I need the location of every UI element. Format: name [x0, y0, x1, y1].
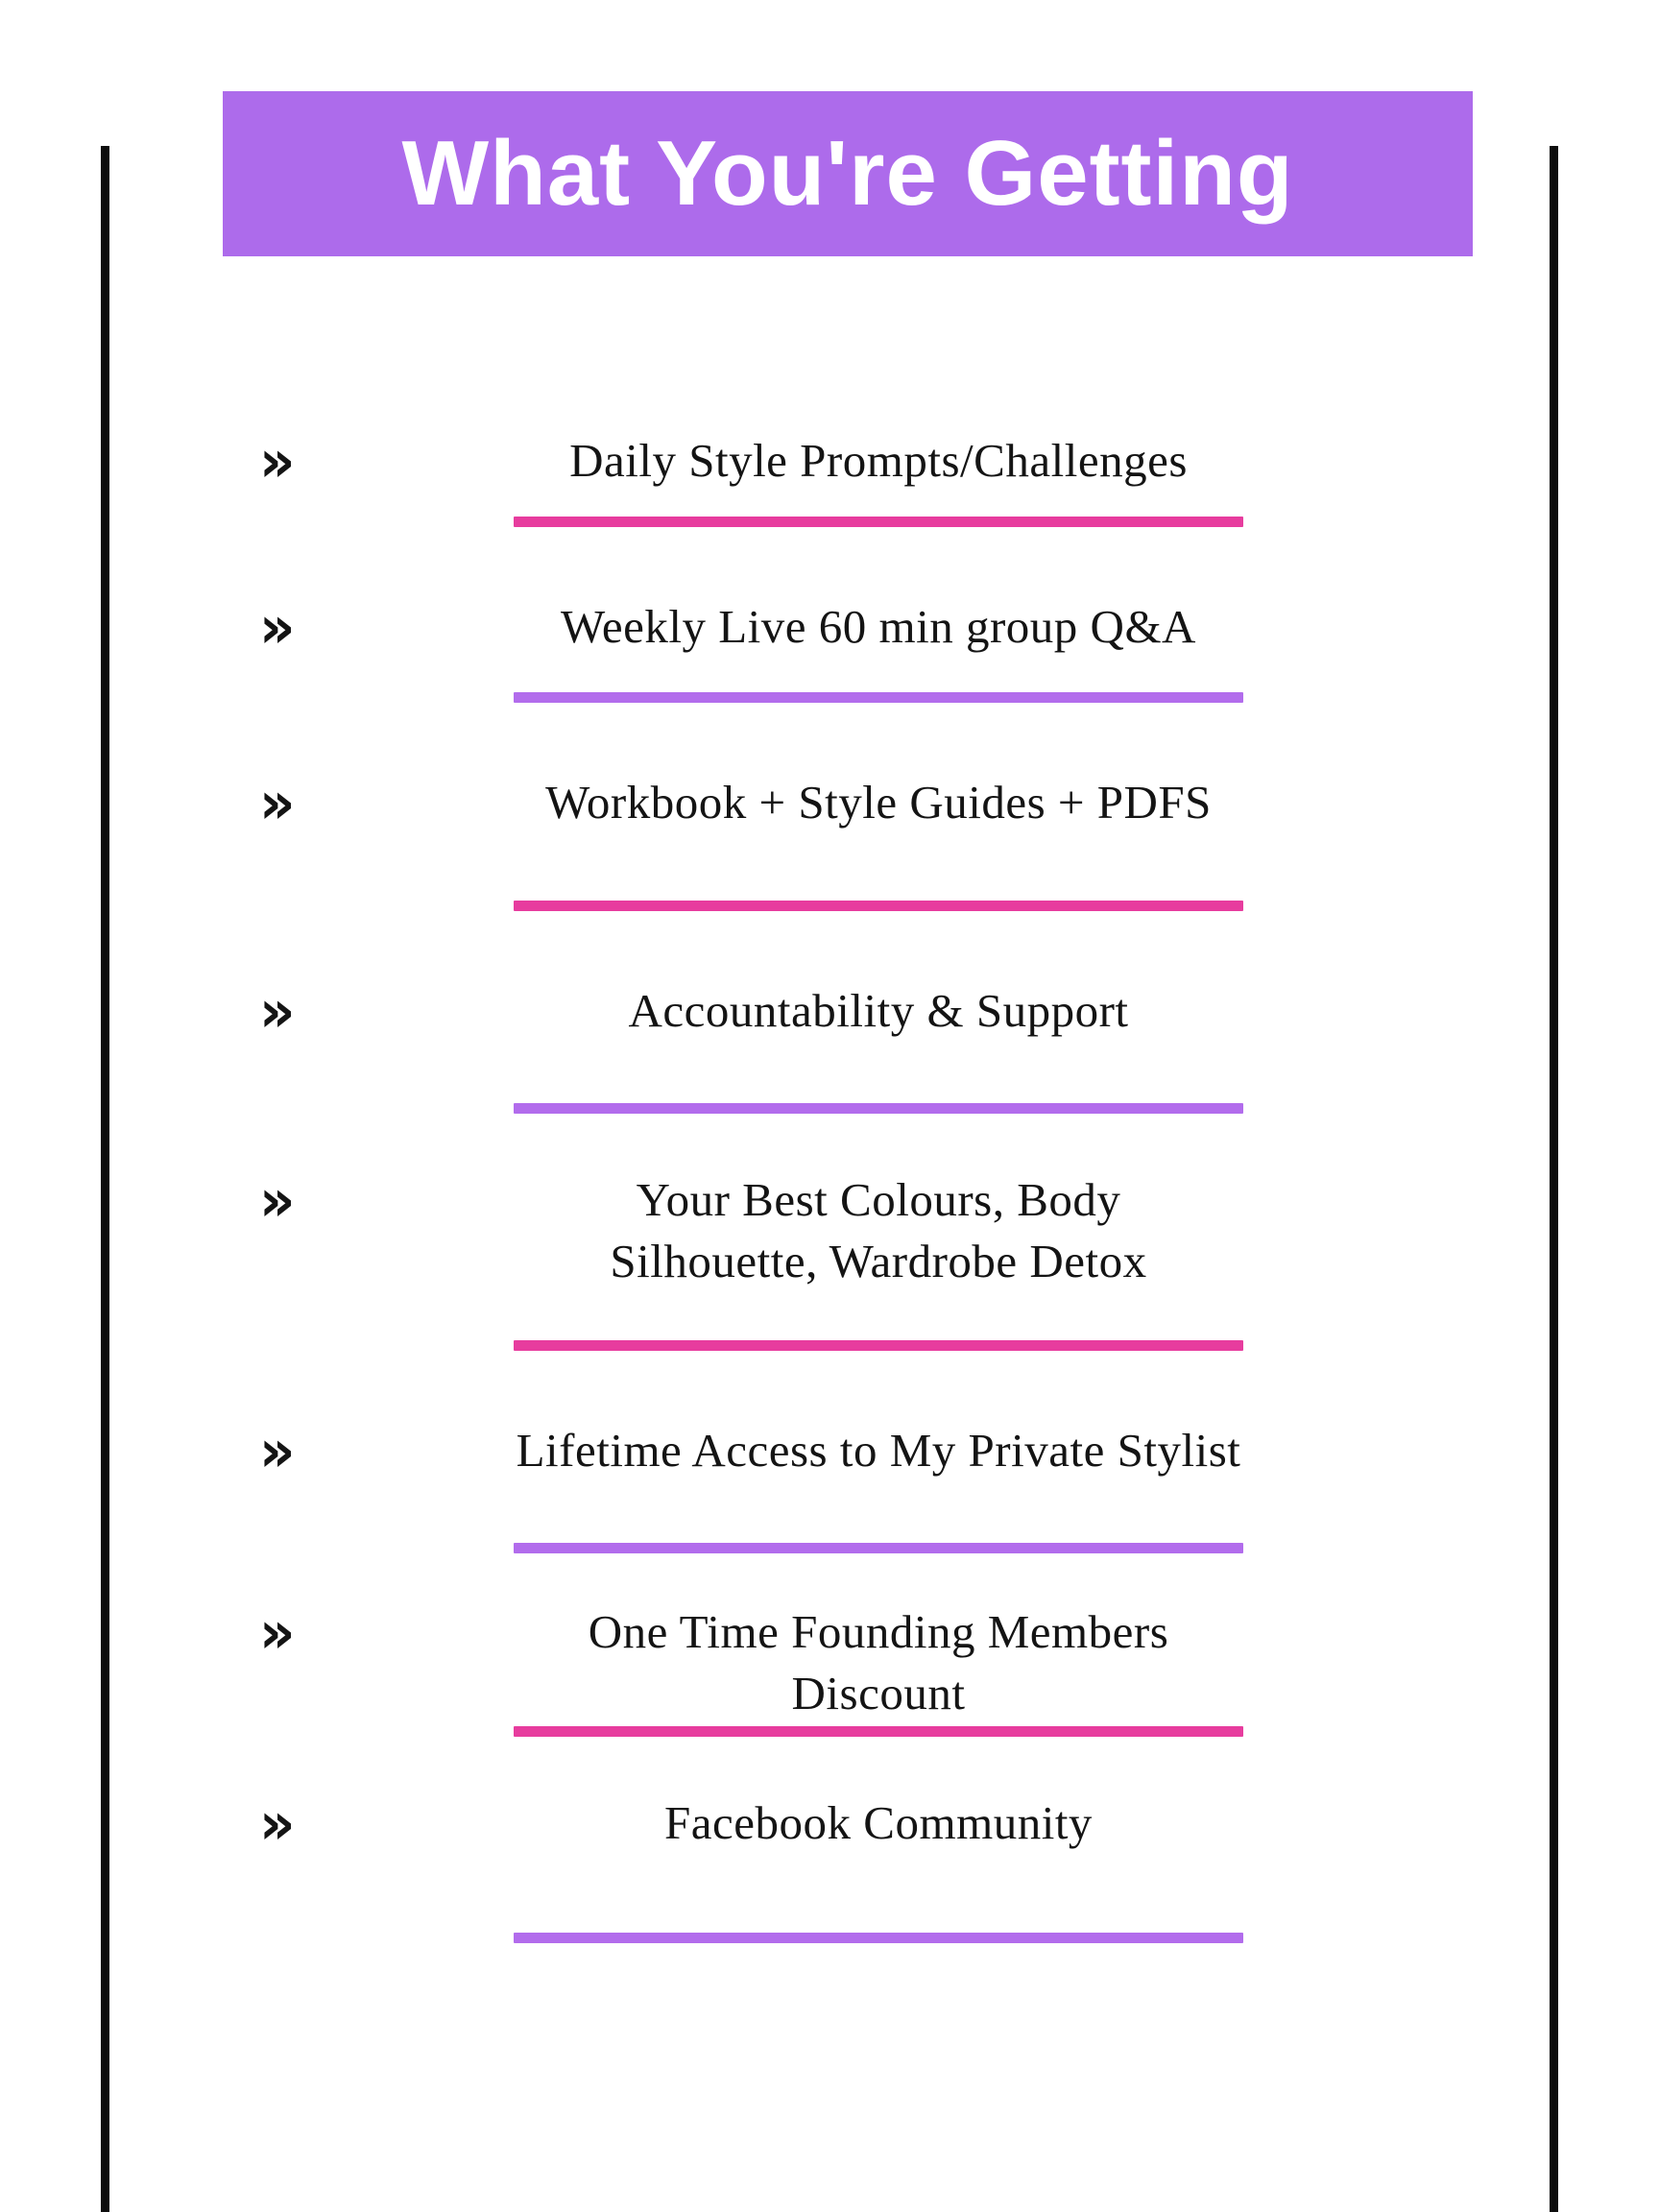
- double-chevron-icon: »: [259, 768, 296, 837]
- underline-accent: [514, 692, 1243, 703]
- list-item: [259, 1598, 1382, 1737]
- underline-accent: [514, 901, 1243, 911]
- underline-accent: [514, 1543, 1243, 1553]
- list-item: [259, 768, 1382, 911]
- list-item-label: [374, 596, 1382, 658]
- underline-accent: [514, 1933, 1243, 1943]
- list-item-line: Your Best Colours, Body: [636, 1173, 1121, 1226]
- list-item-line: One Time Founding Members: [588, 1605, 1169, 1658]
- list-item-content: [374, 1420, 1382, 1553]
- header-banner: [223, 91, 1473, 256]
- list-item-label: [374, 430, 1382, 492]
- list-item-content: [374, 596, 1382, 703]
- list-item-label: [374, 772, 1382, 833]
- list-item-line: Daily Style Prompts/Challenges: [569, 434, 1188, 487]
- list-item-label: [374, 1792, 1382, 1854]
- double-chevron-icon: »: [259, 592, 296, 661]
- double-chevron-icon: »: [259, 1416, 296, 1485]
- list-item-line: Silhouette, Wardrobe Detox: [610, 1235, 1147, 1287]
- list-item: [259, 1416, 1382, 1553]
- list-item-line: Discount: [791, 1667, 966, 1719]
- list-item-content: [374, 1792, 1382, 1943]
- left-edge-rule: [101, 146, 109, 2212]
- double-chevron-icon: »: [259, 1789, 296, 1858]
- right-edge-rule: [1550, 146, 1558, 2212]
- list-item-line: Weekly Live 60 min group Q&A: [561, 600, 1196, 653]
- list-item: [259, 592, 1382, 703]
- double-chevron-icon: »: [259, 1598, 296, 1667]
- list-item-line: Facebook Community: [664, 1796, 1093, 1849]
- list-item: [259, 1166, 1382, 1351]
- double-chevron-icon: »: [259, 976, 296, 1046]
- underline-accent: [514, 1340, 1243, 1351]
- list-item: [259, 1789, 1382, 1943]
- page-title: What You're Getting: [401, 122, 1294, 225]
- double-chevron-icon: »: [259, 1166, 296, 1235]
- list-item-line: Lifetime Access to My Private Stylist: [516, 1424, 1241, 1477]
- list-item: [259, 976, 1382, 1114]
- list-item-label: [374, 1420, 1382, 1481]
- list-item-label: [374, 1169, 1382, 1292]
- list-item-label: [374, 980, 1382, 1042]
- underline-accent: [514, 517, 1243, 527]
- list-item-line: Accountability & Support: [628, 984, 1129, 1037]
- double-chevron-icon: »: [259, 426, 296, 495]
- benefits-list: [259, 426, 1382, 1943]
- list-item-label: [374, 1601, 1382, 1724]
- underline-accent: [514, 1103, 1243, 1114]
- list-item-content: [374, 430, 1382, 527]
- list-item-content: [374, 1601, 1382, 1737]
- list-item-content: [374, 772, 1382, 911]
- list-item: [259, 426, 1382, 527]
- list-item-line: Workbook + Style Guides + PDFS: [545, 776, 1212, 829]
- list-item-content: [374, 1169, 1382, 1351]
- underline-accent: [514, 1726, 1243, 1737]
- list-item-content: [374, 980, 1382, 1114]
